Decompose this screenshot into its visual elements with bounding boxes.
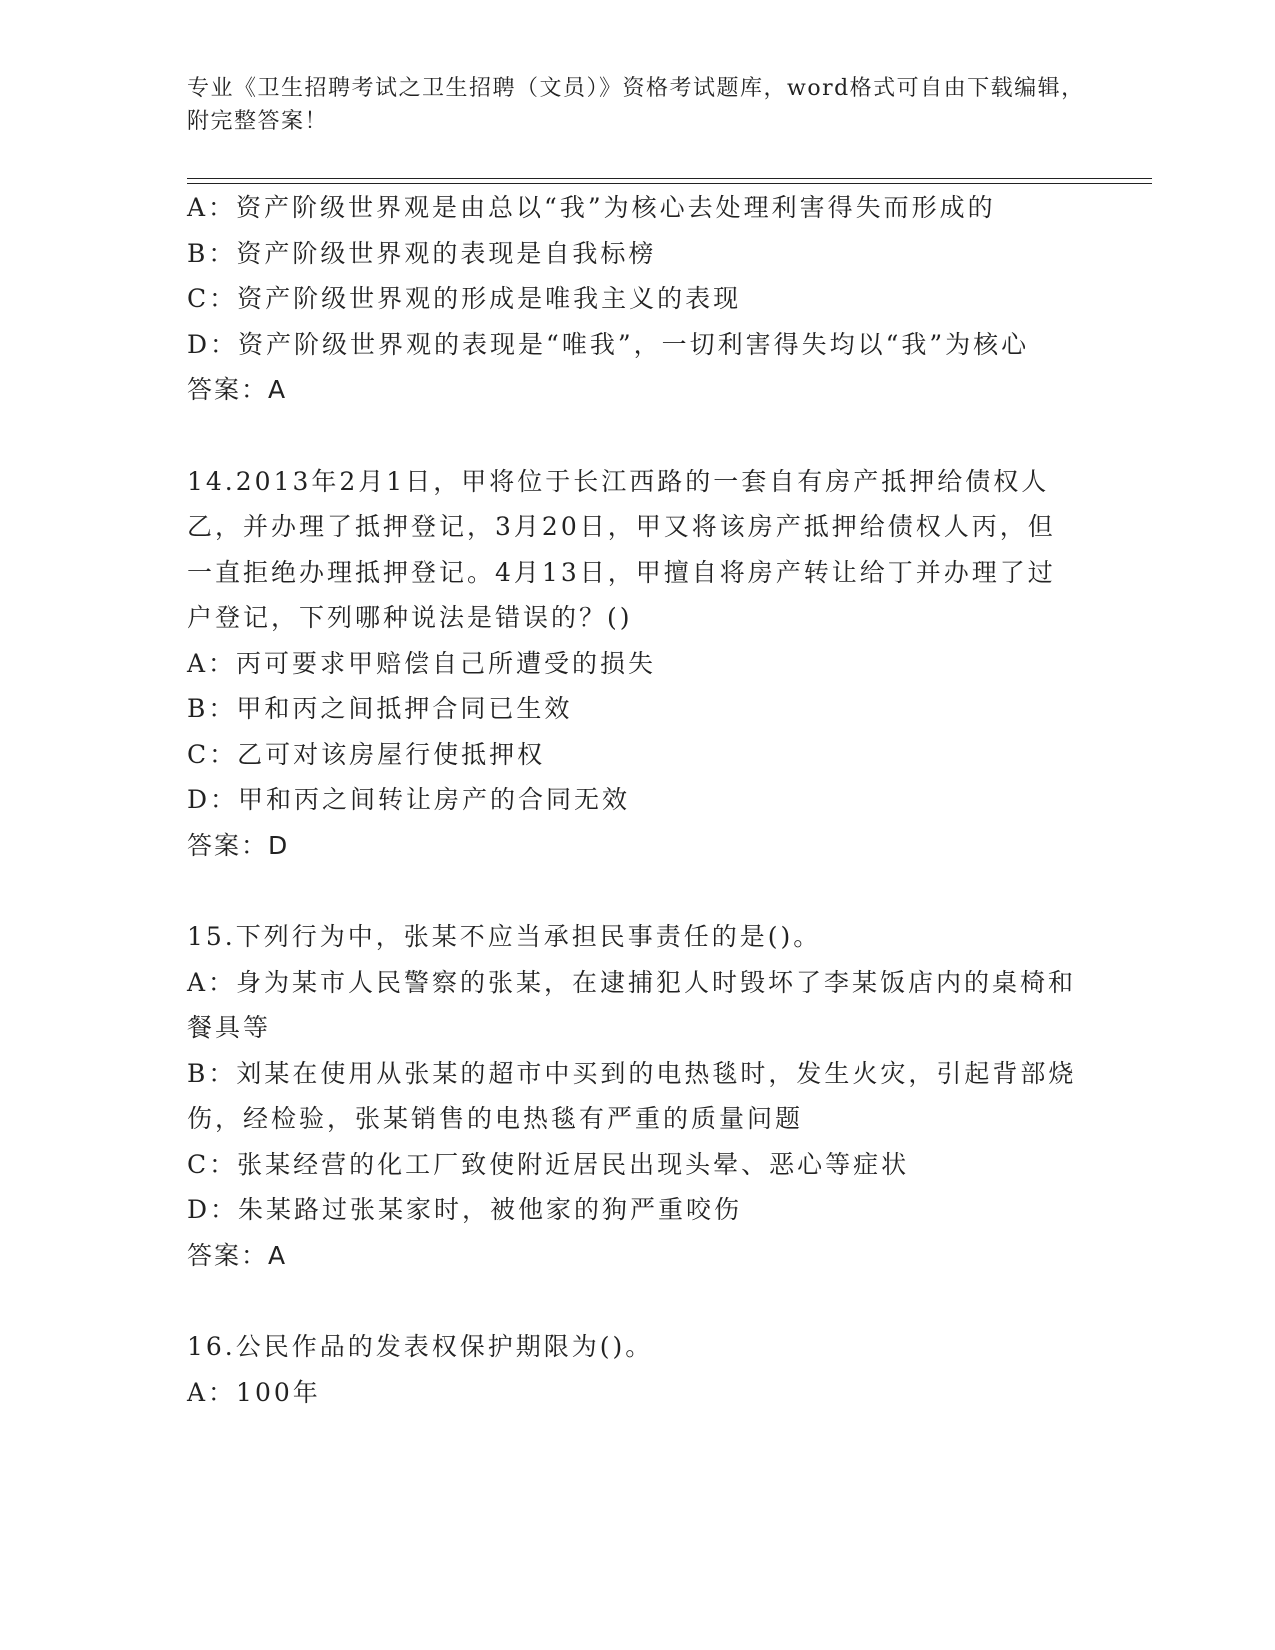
q14-option-c: C：乙可对该房屋行使抵押权 <box>187 739 546 769</box>
q13-option-a: A：资产阶级世界观是由总以“我”为核心去处理利害得失而形成的 <box>187 193 996 222</box>
q16-option-a: A：100年 <box>187 1377 321 1407</box>
q13-answer: 答案：A <box>187 375 288 404</box>
spacer <box>187 413 1077 459</box>
question-13 <box>187 185 1077 413</box>
question-14 <box>187 459 1077 869</box>
header-rule-bottom <box>187 183 1152 184</box>
document-header <box>187 72 1087 138</box>
spacer <box>187 1278 1077 1324</box>
question-15 <box>187 914 1077 1278</box>
q15-option-b: B：刘某在使用从张某的超市中买到的电热毯时，发生火灾，引起背部烧伤，经检验，张某销售的电热毯有严重的质量问题 <box>187 1058 1077 1133</box>
spacer <box>187 868 1077 914</box>
q13-option-c: C：资产阶级世界观的形成是唯我主义的表现 <box>187 284 742 313</box>
q15-answer: 答案：A <box>187 1240 288 1270</box>
q14-option-a: A：丙可要求甲赔偿自己所遭受的损失 <box>187 648 657 678</box>
q13-option-b: B：资产阶级世界观的表现是自我标榜 <box>187 238 657 268</box>
header-text: 专业《卫生招聘考试之卫生招聘（文员）》资格考试题库，word格式可自由下载编辑，附完整答案！ <box>187 76 1085 134</box>
q15-option-d: D：朱某路过张某家时，被他家的狗严重咬伤 <box>187 1195 743 1224</box>
q14-stem: 14.2013年2月1日，甲将位于长江西路的一套自有房产抵押给债权人乙，并办理了抵押登记，3月20日，甲又将该房产抵押给债权人丙，但一直拒绝办理抵押登记。4月13日，甲擅自将房产转让给丁并办理了过户登记，下列哪种说法是错误的？() <box>187 466 1056 632</box>
q14-option-d: D：甲和丙之间转让房产的合同无效 <box>187 785 631 814</box>
q13-option-d: D：资产阶级世界观的表现是“唯我”，一切利害得失均以“我”为核心 <box>187 329 1030 359</box>
document-body <box>187 185 1077 1415</box>
q16-stem: 16.公民作品的发表权保护期限为()。 <box>187 1332 654 1361</box>
q14-option-b: B：甲和丙之间抵押合同已生效 <box>187 694 573 723</box>
q15-stem: 15.下列行为中，张某不应当承担民事责任的是()。 <box>187 922 822 951</box>
q15-option-a: A：身为某市人民警察的张某，在逮捕犯人时毁坏了李某饭店内的桌椅和餐具等 <box>187 967 1077 1042</box>
question-16 <box>187 1324 1077 1415</box>
q15-option-c: C：张某经营的化工厂致使附近居民出现头晕、恶心等症状 <box>187 1149 910 1179</box>
q14-answer: 答案：D <box>187 830 290 860</box>
header-rule-top <box>187 178 1152 179</box>
